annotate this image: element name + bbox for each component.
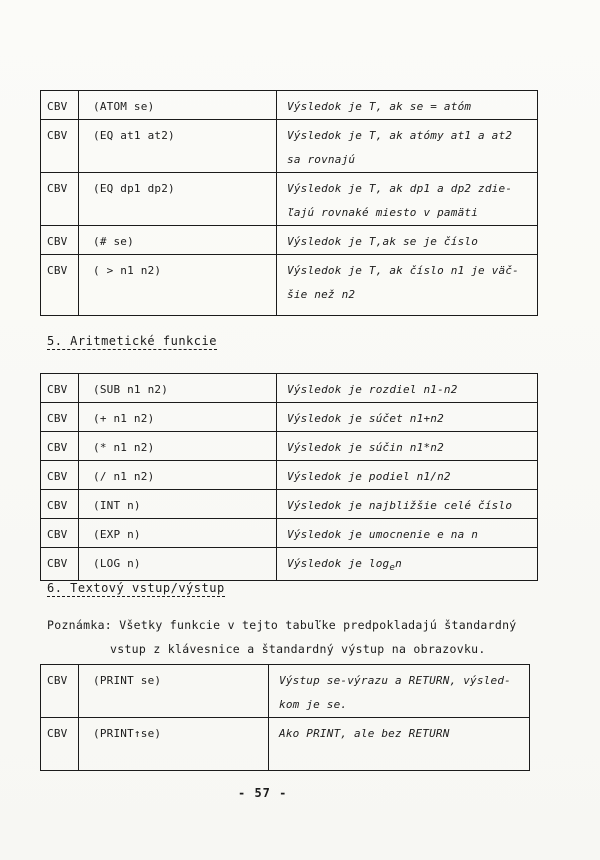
log-argument: n	[395, 557, 402, 570]
expression-cell: (EQ dp1 dp2)	[79, 173, 277, 226]
text-io-functions-table	[40, 664, 530, 771]
arithmetic-functions-table	[40, 373, 538, 581]
table-row	[41, 226, 538, 255]
description-cell: Výsledok je najbližšie celé číslo	[277, 490, 538, 519]
type-cell: CBV	[41, 403, 79, 432]
type-cell: CBV	[41, 548, 79, 581]
description-cell	[277, 226, 538, 255]
expression-cell: (LOG n)	[79, 548, 277, 581]
expression-cell: (ATOM se)	[79, 91, 277, 120]
table-row	[41, 548, 538, 581]
section-title: 5. Aritmetické funkcie	[47, 334, 217, 348]
type-cell: CBV	[41, 718, 79, 771]
table-row	[41, 461, 538, 490]
description-line: ľajú rovnaké miesto v pamäti	[287, 206, 479, 219]
type-cell: CBV	[41, 226, 79, 255]
description-cell: Výsledok je súčet n1+n2	[277, 403, 538, 432]
description-line: Výsledok je T, ak se = atóm	[287, 100, 472, 113]
expression-cell: (/ n1 n2)	[79, 461, 277, 490]
type-cell: CBV	[41, 519, 79, 548]
expression-cell: (PRINT↑se)	[79, 718, 269, 771]
type-cell: CBV	[41, 91, 79, 120]
section-title: 6. Textový vstup/výstup	[47, 581, 225, 595]
table-row	[41, 91, 538, 120]
type-cell: CBV	[41, 490, 79, 519]
description-cell	[277, 91, 538, 120]
description-cell	[277, 255, 538, 316]
description-line: Výsledok je T, ak dp1 a dp2 zdie-	[287, 182, 513, 195]
table-row	[41, 490, 538, 519]
description-cell: Výsledok je podiel n1/n2	[277, 461, 538, 490]
table-row	[41, 403, 538, 432]
log-base-subscript: e	[389, 562, 396, 574]
table-row	[41, 374, 538, 403]
description-line: Ako PRINT, ale bez RETURN	[279, 727, 450, 740]
predicate-functions-table	[40, 90, 538, 316]
description-cell	[277, 173, 538, 226]
type-cell: CBV	[41, 665, 79, 718]
section-heading	[47, 581, 225, 595]
note-line: vstup z klávesnice a štandardný výstup na obrazovku.	[110, 642, 486, 656]
table-row	[41, 665, 530, 718]
expression-cell: (PRINT se)	[79, 665, 269, 718]
description-cell	[277, 548, 538, 581]
table-row	[41, 255, 538, 316]
type-cell: CBV	[41, 120, 79, 173]
type-cell: CBV	[41, 432, 79, 461]
description-cell: Výsledok je súčin n1*n2	[277, 432, 538, 461]
expression-cell: (+ n1 n2)	[79, 403, 277, 432]
table-row	[41, 120, 538, 173]
description-cell: Výsledok je umocnenie e na n	[277, 519, 538, 548]
expression-cell: ( > n1 n2)	[79, 255, 277, 316]
description-line: Výsledok je T, ak číslo n1 je väč-	[287, 264, 519, 277]
type-cell: CBV	[41, 173, 79, 226]
type-cell: CBV	[41, 461, 79, 490]
table-row	[41, 718, 530, 771]
description-line: sa rovnajú	[287, 153, 356, 166]
type-cell: CBV	[41, 374, 79, 403]
description-line: kom je se.	[279, 698, 348, 711]
type-cell: CBV	[41, 255, 79, 316]
page-number: - 57 -	[238, 786, 288, 800]
table-row	[41, 173, 538, 226]
expression-cell: (INT n)	[79, 490, 277, 519]
description-cell	[269, 665, 530, 718]
expression-cell: (EQ at1 at2)	[79, 120, 277, 173]
note-line: Poznámka: Všetky funkcie v tejto tabuľke predpokladajú štandardný	[47, 618, 517, 632]
expression-cell: (# se)	[79, 226, 277, 255]
expression-cell: (* n1 n2)	[79, 432, 277, 461]
description-text: Výsledok je log	[287, 557, 390, 570]
expression-cell: (EXP n)	[79, 519, 277, 548]
description-cell	[277, 120, 538, 173]
description-cell	[269, 718, 530, 771]
description-line: Výstup se-výrazu a RETURN, výsled-	[279, 674, 511, 687]
expression-cell: (SUB n1 n2)	[79, 374, 277, 403]
section-heading	[47, 334, 217, 348]
table-row	[41, 519, 538, 548]
description-line: Výsledok je T, ak atómy at1 a at2	[287, 129, 513, 142]
description-line: šie než n2	[287, 288, 356, 301]
description-line: Výsledok je T,ak se je číslo	[287, 235, 479, 248]
description-cell: Výsledok je rozdiel n1-n2	[277, 374, 538, 403]
table-row	[41, 432, 538, 461]
